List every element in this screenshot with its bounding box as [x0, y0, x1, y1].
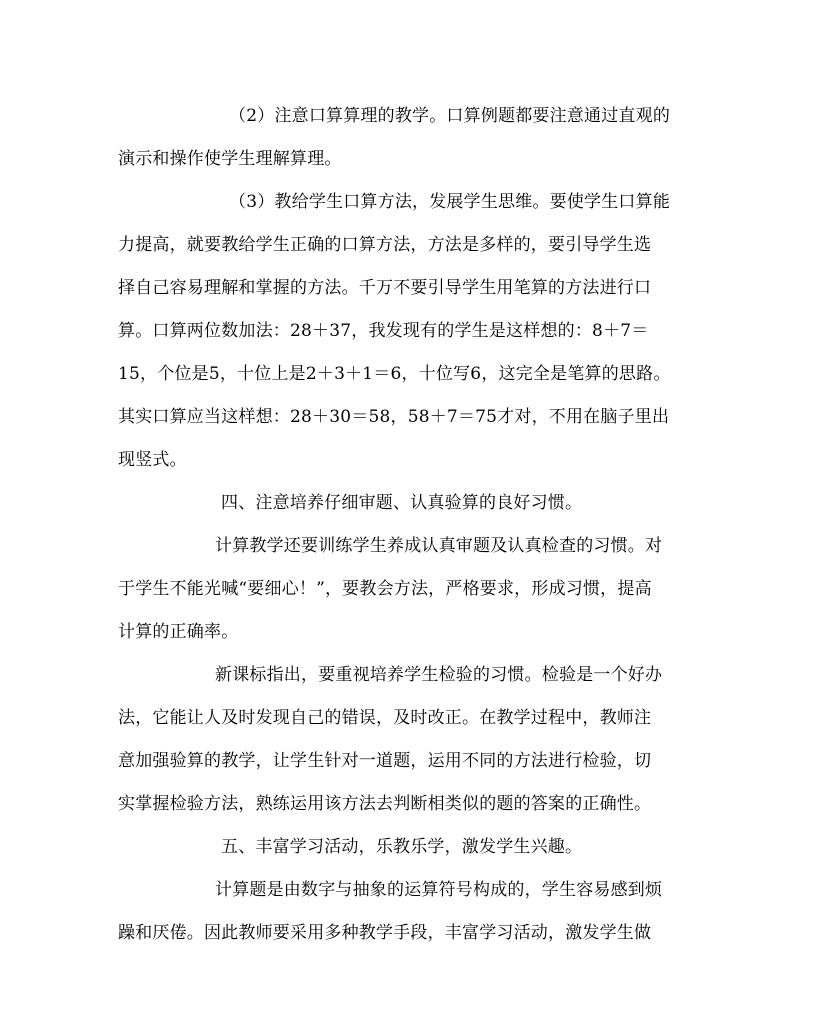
text-line: 15，个位是5，十位上是2＋3＋1＝6，十位写6，这完全是笔算的思路。	[118, 364, 671, 384]
text-line: 算。口算两位数加法：28＋37，我发现有的学生是这样想的：8＋7＝	[118, 321, 649, 341]
text-line: 计算题是由数字与抽象的运算符号构成的，学生容易感到烦	[215, 880, 663, 900]
section-heading: 五、丰富学习活动，乐教乐学，激发学生兴趣。	[221, 837, 583, 857]
text-line: 现竖式。	[118, 450, 187, 470]
text-line: 躁和厌倦。因此教师要采用多种教学手段，丰富学习活动，激发学生做	[118, 923, 652, 943]
section-heading: 四、注意培养仔细审题、认真验算的良好习惯。	[221, 493, 583, 513]
text-line: 新课标指出，要重视培养学生检验的习惯。检验是一个好办	[215, 665, 663, 685]
text-line: 力提高，就要教给学生正确的口算方法，方法是多样的，要引导学生选	[118, 235, 652, 255]
text-line: 法，它能让人及时发现自己的错误，及时改正。在教学过程中，教师注	[118, 708, 652, 728]
text-line: 择自己容易理解和掌握的方法。千万不要引导学生用笔算的方法进行口	[118, 278, 652, 298]
text-line: 计算教学还要训练学生养成认真审题及认真检查的习惯。对	[215, 536, 663, 556]
text-line: （2）注意口算算理的教学。口算例题都要注意通过直观的	[229, 106, 671, 126]
text-line: 计算的正确率。	[118, 622, 239, 642]
text-line: （3）教给学生口算方法，发展学生思维。要使学生口算能	[229, 192, 671, 212]
text-line: 意加强验算的教学，让学生针对一道题，运用不同的方法进行检验，切	[118, 751, 652, 771]
text-line: 演示和操作使学生理解算理。	[118, 149, 342, 169]
text-line: 实掌握检验方法，熟练运用该方法去判断相类似的题的答案的正确性。	[118, 794, 652, 814]
text-line: 于学生不能光喊“要细心！”，要教会方法，严格要求，形成习惯，提高	[118, 579, 652, 599]
text-line: 其实口算应当这样想：28＋30＝58，58＋7＝75才对，不用在脑子里出	[118, 407, 670, 427]
